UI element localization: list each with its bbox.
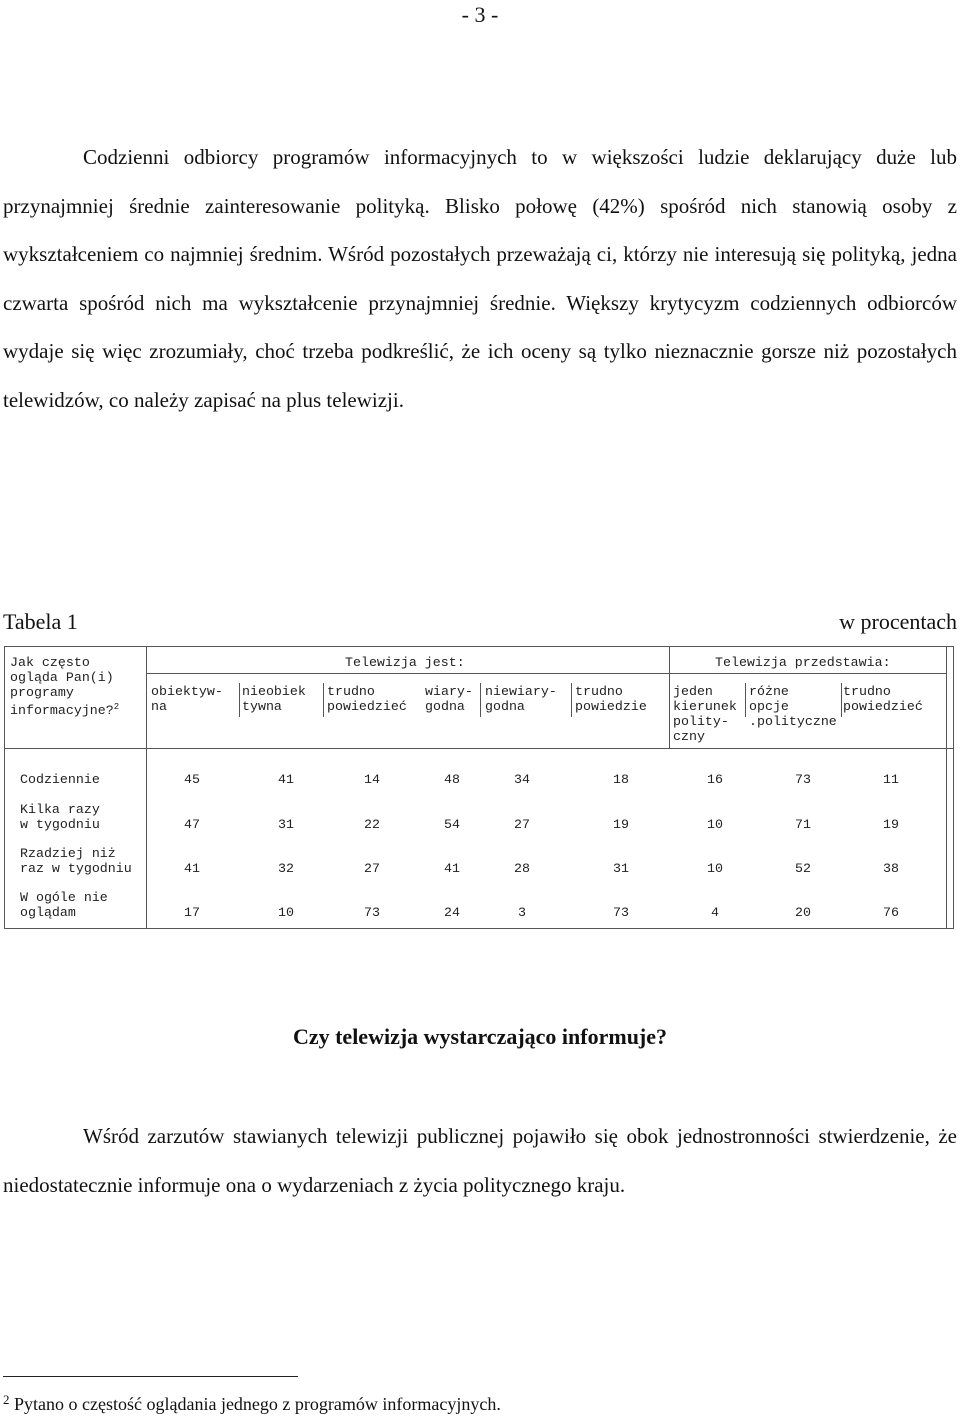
table-cell: 54 — [444, 817, 460, 832]
table-cell: 18 — [613, 772, 629, 787]
group-header-tv-presents: Telewizja przedstawia: — [715, 655, 891, 670]
footnote — [3, 1392, 501, 1415]
table-caption-row — [3, 609, 957, 635]
section-heading: Czy telewizja wystarczająco informuje? — [292, 1024, 668, 1049]
row-label: Rzadziej niż raz w tygodniu — [20, 846, 132, 876]
row-header: Jak często ogląda Pan(i) programy informacyjne?$^2$ — [10, 655, 120, 718]
table-cell: 19 — [613, 817, 629, 832]
column-header: niewiary- godna — [485, 684, 557, 714]
footnote-text: Pytano o częstość oglądania jednego z programów informacyjnych. — [14, 1394, 501, 1414]
table-right-rule — [946, 647, 947, 928]
table-cell: 27 — [514, 817, 530, 832]
table-cell: 73 — [613, 905, 629, 920]
table-cell: 14 — [364, 772, 380, 787]
table-cell: 31 — [613, 861, 629, 876]
column-divider — [669, 647, 670, 748]
column-header: różne opcje .polityczne — [749, 684, 837, 729]
table-cell: 31 — [278, 817, 294, 832]
group-divider — [146, 673, 947, 674]
column-header: jeden kierunek polity- czny — [673, 684, 737, 744]
table-cell: 52 — [795, 861, 811, 876]
table-cell: 19 — [883, 817, 899, 832]
table-cell: 20 — [795, 905, 811, 920]
table-cell: 27 — [364, 861, 380, 876]
column-header: trudno powiedzie — [575, 684, 647, 714]
body-paragraph-1 — [3, 133, 957, 424]
group-header-tv-is: Telewizja jest: — [345, 655, 465, 670]
table-cell: 22 — [364, 817, 380, 832]
table-cell: 10 — [707, 861, 723, 876]
table-cell: 38 — [883, 861, 899, 876]
table-cell: 10 — [707, 817, 723, 832]
paragraph-text: Codzienni odbiorcy programów informacyjnych to w większości ludzie deklarujący duże lub przynajmniej średnie zainteresowanie polityką. Blisko połowę (42%) spośród nich stanowią osoby z wykształceniem co najmniej średnim. Wśród pozostałych przeważają ci, którzy nie interesują się polityką, jedna czwarta spośród nich ma wykształcenie przynajmniej średnie. Większy krytycyzm codziennych odbiorców wydaje się więc zrozumiały, choć trzeba podkreślić, że ich oceny są tylko nieznacznie gorsze niż pozostałych telewidzów, co należy zapisać na plus telewizji. — [3, 145, 957, 412]
table-caption: Tabela 1 — [3, 609, 78, 634]
row-label: W ogóle nie oglądam — [20, 890, 108, 920]
table-cell: 16 — [707, 772, 723, 787]
column-divider — [146, 647, 147, 748]
table-cell: 47 — [184, 817, 200, 832]
column-divider — [571, 683, 572, 717]
table-cell: 45 — [184, 772, 200, 787]
column-header: wiary- godna — [425, 684, 473, 714]
footnote-divider — [3, 1376, 298, 1377]
table-cell: 41 — [444, 861, 460, 876]
table-cell: 28 — [514, 861, 530, 876]
column-header: obiektyw- na — [151, 684, 223, 714]
column-header: trudno powiedzieć — [327, 684, 407, 714]
table-cell: 41 — [184, 861, 200, 876]
table-cell: 10 — [278, 905, 294, 920]
table-cell: 41 — [278, 772, 294, 787]
data-table — [4, 646, 954, 929]
table-cell: 76 — [883, 905, 899, 920]
paragraph-text: Wśród zarzutów stawianych telewizji publicznej pojawiło się obok jednostronności stwierdzenie, że niedostatecznie informuje ona o wydarzeniach z życia politycznego kraju. — [3, 1124, 957, 1197]
table-cell: 71 — [795, 817, 811, 832]
table-cell: 34 — [514, 772, 530, 787]
column-divider — [841, 683, 842, 717]
page-number: - 3 - — [461, 2, 499, 27]
column-divider — [323, 683, 324, 717]
row-label: Kilka razy w tygodniu — [20, 802, 100, 832]
column-divider — [480, 683, 481, 717]
footnote-mark: 2 — [3, 1392, 10, 1407]
footnote-mark: 2 — [113, 702, 120, 712]
table-cell: 24 — [444, 905, 460, 920]
column-header: nieobiek tywna — [242, 684, 306, 714]
table-cell: 17 — [184, 905, 200, 920]
table-cell: 73 — [795, 772, 811, 787]
header-divider — [5, 748, 953, 749]
table-unit: w procentach — [839, 609, 957, 634]
column-divider — [239, 683, 240, 717]
table-cell: 32 — [278, 861, 294, 876]
table-cell: 73 — [364, 905, 380, 920]
table-cell: 3 — [518, 905, 526, 920]
table-cell: 48 — [444, 772, 460, 787]
table-cell: 4 — [711, 905, 719, 920]
table-cell: 11 — [883, 772, 899, 787]
column-header: trudno powiedzieć — [843, 684, 923, 714]
body-paragraph-2 — [3, 1112, 957, 1209]
row-label: Codziennie — [20, 772, 100, 787]
column-divider — [745, 683, 746, 717]
column-divider — [146, 748, 147, 928]
